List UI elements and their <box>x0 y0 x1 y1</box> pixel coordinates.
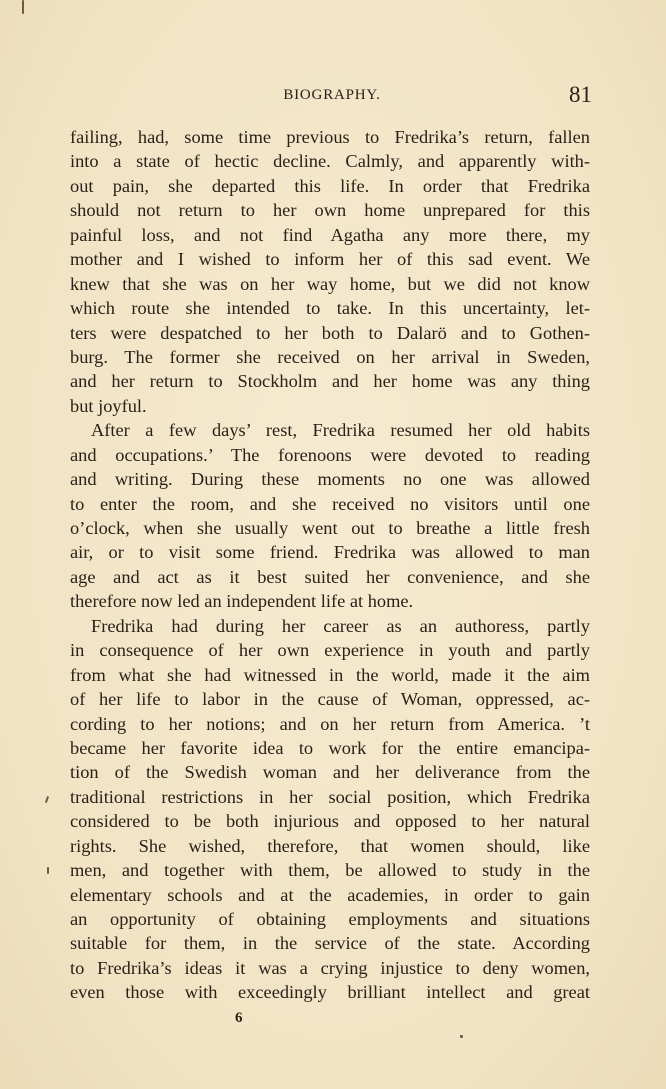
running-title: BIOGRAPHY. <box>283 87 381 103</box>
text-line: cording to her notions; and on her return from America. ’t <box>70 713 590 734</box>
margin-mark <box>47 867 49 874</box>
text-line: out pain, she departed this life. In order that Fredrika <box>70 175 590 196</box>
margin-mark <box>45 796 49 803</box>
page-number: 81 <box>569 82 592 107</box>
text-line: into a state of hectic decline. Calmly, and apparently with- <box>70 151 590 172</box>
text-line: knew that she was on her way home, but we did not know <box>70 273 590 294</box>
text-line: which route she intended to take. In this uncertainty, let- <box>70 298 590 319</box>
text-line: of her life to labor in the cause of Woman, oppressed, ac- <box>70 689 590 710</box>
text-line: to Fredrika’s ideas it was a crying injustice to deny women, <box>70 957 590 978</box>
text-line: traditional restrictions in her social position, which Fredrika <box>70 786 590 807</box>
text-line: elementary schools and at the academies, in order to gain <box>70 884 590 905</box>
text-line: suitable for them, in the service of the state. According <box>70 933 590 954</box>
text-line: tion of the Swedish woman and her deliverance from the <box>70 762 590 783</box>
body-text <box>70 125 590 1005</box>
text-line: age and act as it best suited her convenience, and she <box>70 566 590 587</box>
text-line: considered to be both injurious and opposed to her natural <box>70 811 590 832</box>
text-line: men, and together with them, be allowed to study in the <box>70 860 590 881</box>
text-line: to enter the room, and she received no visitors until one <box>70 493 590 514</box>
text-line: failing, had, some time previous to Fredrika’s return, fallen <box>70 127 590 147</box>
text-line: ters were despatched to her both to Dalarö and to Gothen- <box>70 322 590 343</box>
text-line: mother and I wished to inform her of this sad event. We <box>70 249 590 270</box>
text-line: rights. She wished, therefore, that women should, like <box>70 835 590 856</box>
text-line: became her favorite idea to work for the entire emancipa- <box>70 737 590 758</box>
paper-speck <box>460 1035 463 1038</box>
text-line: from what she had witnessed in the world, made it the aim <box>70 664 590 685</box>
paragraph-end-line: but joyful. <box>70 395 147 416</box>
text-line: an opportunity of obtaining employments and situations <box>70 909 590 929</box>
text-line: burg. The former she received on her arrival in Sweden, <box>70 346 590 367</box>
paragraph-start-line: Fredrika had during her career as an authoress, partly <box>91 615 590 636</box>
text-line: should not return to her own home unprepared for this <box>70 200 590 221</box>
text-line: air, or to visit some friend. Fredrika was allowed to man <box>70 542 590 563</box>
paragraph-start-line: After a few days’ rest, Fredrika resumed her old habits <box>91 420 590 441</box>
text-line: in consequence of her own experience in youth and partly <box>70 640 590 661</box>
margin-mark <box>22 0 24 14</box>
text-line: and her return to Stockholm and her home was any thing <box>70 371 590 392</box>
text-line: and writing. During these moments no one was allowed <box>70 469 590 490</box>
paragraph-end-line: therefore now led an independent life at home. <box>70 591 414 612</box>
signature-mark: 6 <box>235 1010 243 1026</box>
text-line: and occupations.’ The forenoons were devoted to reading <box>70 444 590 465</box>
text-line: painful loss, and not find Agatha any more there, my <box>70 224 590 245</box>
running-header <box>70 82 594 112</box>
text-line: even those with exceedingly brilliant intellect and great <box>70 982 590 1003</box>
text-line: o’clock, when she usually went out to breathe a little fresh <box>70 518 590 538</box>
